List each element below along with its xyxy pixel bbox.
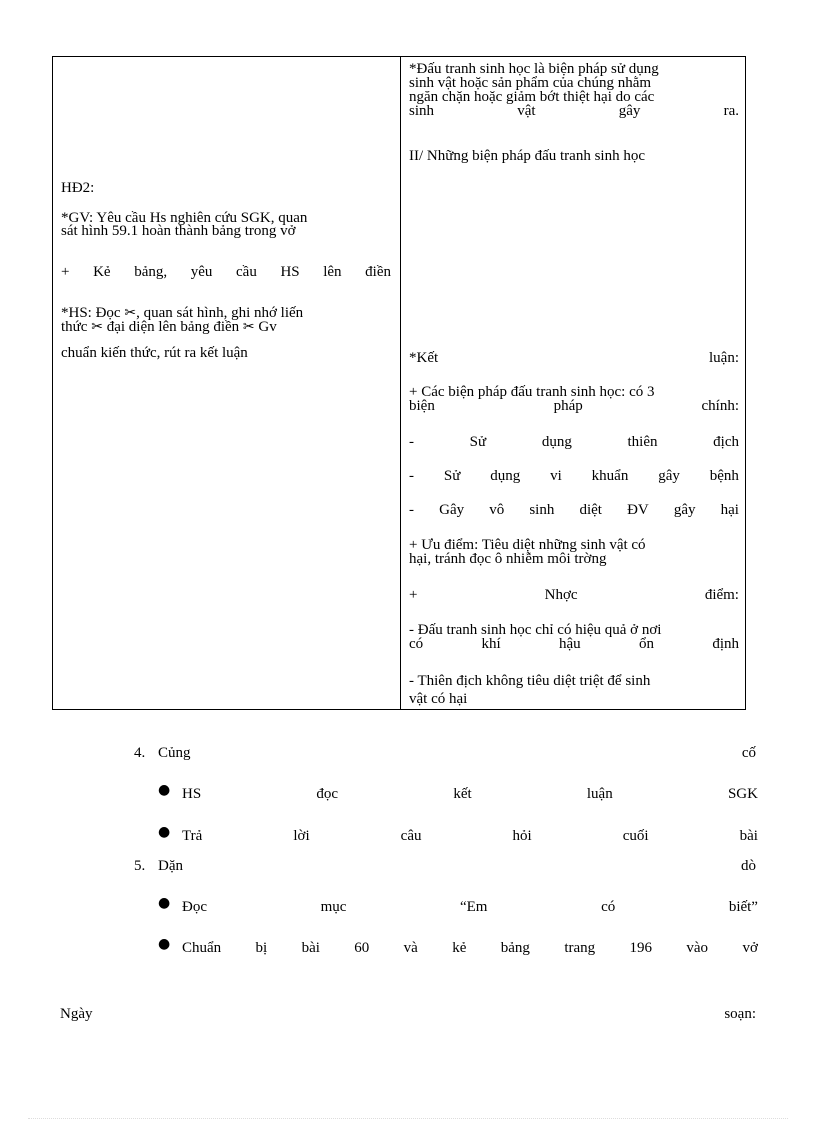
word: vật bbox=[517, 103, 536, 119]
date-label-end: soạn: bbox=[724, 1006, 756, 1022]
word: 196 bbox=[629, 940, 653, 956]
word: điểm: bbox=[704, 587, 739, 603]
word: SGK bbox=[727, 786, 758, 802]
disadvantage-1-line-1: - Đấu tranh sinh học chỉ có hiệu quả ở nơi bbox=[409, 622, 662, 638]
def-line-4 bbox=[409, 104, 739, 118]
word: dụng bbox=[541, 434, 572, 450]
word: Nhợc bbox=[544, 587, 578, 603]
word: cố bbox=[741, 745, 756, 761]
word: và bbox=[403, 940, 418, 956]
advantage-line-1: + Ưu điểm: Tiêu diệt những sinh vật có bbox=[409, 537, 646, 553]
consolidate-item-2 bbox=[182, 828, 758, 845]
section-4-number: 4. bbox=[134, 745, 146, 761]
hs-line-2 bbox=[61, 320, 277, 334]
word: mục bbox=[320, 899, 347, 915]
word: cầu bbox=[236, 264, 257, 280]
homework-item-1 bbox=[182, 899, 758, 916]
word: Sử bbox=[469, 434, 487, 450]
scissors-icon: ✂ bbox=[242, 319, 255, 335]
def-line-2: sinh vật hoặc sản phẩm của chúng nhằm bbox=[409, 75, 652, 91]
word: gây bbox=[658, 468, 680, 484]
ke-bang-line bbox=[61, 265, 391, 279]
word: HS bbox=[182, 786, 202, 802]
word: sinh bbox=[529, 502, 555, 518]
word: vi bbox=[550, 468, 562, 484]
def-line-3: ngăn chặn hoặc giảm bớt thiệt hại do các bbox=[409, 89, 655, 105]
def-line-1: *Đấu tranh sinh học là biện pháp sử dụng bbox=[409, 61, 659, 77]
word: kết bbox=[453, 786, 472, 802]
word: Củng bbox=[158, 745, 191, 761]
word: biết” bbox=[728, 899, 758, 915]
word: Sử bbox=[443, 468, 461, 484]
disadvantage-2-line-2: vật có hại bbox=[409, 691, 468, 707]
table-divider bbox=[400, 57, 401, 709]
disadvantage-1-line-2 bbox=[409, 637, 739, 651]
scissors-icon: ✂ bbox=[91, 319, 103, 335]
word: dụng bbox=[490, 468, 521, 484]
hs-line-3: chuẩn kiến thức, rút ra kết luận bbox=[61, 345, 248, 361]
section-5-title bbox=[158, 858, 756, 875]
word: chính: bbox=[701, 398, 739, 414]
gv-line-1: *GV: Yêu cầu Hs nghiên cứu SGK, quan bbox=[61, 210, 308, 226]
section-5-number: 5. bbox=[134, 858, 146, 874]
word: câu bbox=[400, 828, 422, 844]
bullet-icon: ● bbox=[158, 895, 171, 911]
hs-line-1 bbox=[61, 306, 303, 320]
date-line bbox=[60, 1006, 756, 1023]
hs-text: thức bbox=[61, 319, 88, 335]
gv-line-2: sát hình 59.1 hoàn thành bảng trong vở bbox=[61, 223, 296, 239]
word: lên bbox=[323, 264, 342, 280]
lesson-table bbox=[52, 56, 746, 710]
word: khí bbox=[481, 636, 501, 652]
word: đọc bbox=[316, 786, 339, 802]
word: + bbox=[61, 264, 70, 280]
word: “Em bbox=[459, 899, 488, 915]
word: hại bbox=[720, 502, 739, 518]
bullet-icon: ● bbox=[158, 782, 171, 798]
word: vô bbox=[489, 502, 505, 518]
hs-text: đại diện lên bảng điền bbox=[106, 319, 240, 335]
word: kẻ bbox=[452, 940, 467, 956]
word: ĐV bbox=[627, 502, 649, 518]
word: bài bbox=[739, 828, 758, 844]
section-2-heading: II/ Những biện pháp đấu tranh sinh học bbox=[409, 148, 645, 164]
word: sinh bbox=[409, 103, 435, 119]
word: + bbox=[409, 587, 418, 603]
word: pháp bbox=[553, 398, 583, 414]
word: bị bbox=[255, 940, 268, 956]
word: biện bbox=[409, 398, 435, 414]
homework-item-2 bbox=[182, 940, 758, 957]
word: luận: bbox=[709, 350, 739, 366]
word: luận bbox=[586, 786, 613, 802]
word: hỏi bbox=[512, 828, 532, 844]
word: HS bbox=[280, 264, 300, 280]
method-3 bbox=[409, 503, 739, 517]
word: bảng, bbox=[134, 264, 168, 280]
date-label: Ngày bbox=[60, 1006, 93, 1022]
word: 60 bbox=[354, 940, 370, 956]
word: có bbox=[409, 636, 424, 652]
hs-text: Gv bbox=[258, 319, 277, 335]
ketluan-line bbox=[409, 351, 739, 365]
word: vào bbox=[686, 940, 709, 956]
word: - bbox=[409, 502, 414, 518]
word: bảng bbox=[500, 940, 530, 956]
word: cuối bbox=[622, 828, 649, 844]
method-1 bbox=[409, 435, 739, 449]
word: *Kết bbox=[409, 350, 439, 366]
word: địch bbox=[713, 434, 739, 450]
method-2 bbox=[409, 469, 739, 483]
word: Gây bbox=[439, 502, 465, 518]
word: hậu bbox=[559, 636, 581, 652]
disadvantage-heading bbox=[409, 588, 739, 602]
word: thiên bbox=[627, 434, 658, 450]
word: bệnh bbox=[709, 468, 739, 484]
word: diệt bbox=[579, 502, 602, 518]
word: định bbox=[712, 636, 739, 652]
word: - bbox=[409, 434, 414, 450]
word: Đọc bbox=[182, 899, 207, 915]
bullet-icon: ● bbox=[158, 824, 171, 840]
word: ra. bbox=[723, 103, 739, 119]
hs-text: , quan sát hình, ghi nhớ liến bbox=[136, 305, 304, 321]
methods-line-2 bbox=[409, 399, 739, 413]
word: điền bbox=[365, 264, 391, 280]
word: yêu bbox=[190, 264, 213, 280]
hd2-label: HĐ2: bbox=[61, 180, 95, 196]
word: Dặn bbox=[158, 858, 183, 874]
word: ổn bbox=[639, 636, 654, 652]
word: có bbox=[601, 899, 616, 915]
methods-line-1: + Các biện pháp đấu tranh sinh học: có 3 bbox=[409, 384, 655, 400]
consolidate-item-1 bbox=[182, 786, 758, 803]
advantage-line-2: hại, tránh đọc ô nhiễm môi trờng bbox=[409, 551, 607, 567]
word: lời bbox=[293, 828, 310, 844]
word: Chuẩn bbox=[182, 940, 222, 956]
word: gây bbox=[673, 502, 696, 518]
bullet-icon: ● bbox=[158, 936, 171, 952]
word: trang bbox=[564, 940, 596, 956]
word: gây bbox=[618, 103, 641, 119]
hs-text: *HS: Đọc bbox=[61, 305, 121, 321]
word: Trả bbox=[182, 828, 203, 844]
word: khuẩn bbox=[591, 468, 629, 484]
word: bài bbox=[301, 940, 320, 956]
scissors-icon: ✂ bbox=[124, 305, 137, 321]
word: dò bbox=[741, 858, 756, 874]
disadvantage-2-line-1: - Thiên địch không tiêu diệt triệt để sinh bbox=[409, 673, 651, 689]
page-bottom-rule bbox=[28, 1118, 788, 1119]
word: vở bbox=[742, 940, 758, 956]
section-4-title bbox=[158, 745, 756, 762]
word: - bbox=[409, 468, 414, 484]
word: Kẻ bbox=[93, 264, 111, 280]
